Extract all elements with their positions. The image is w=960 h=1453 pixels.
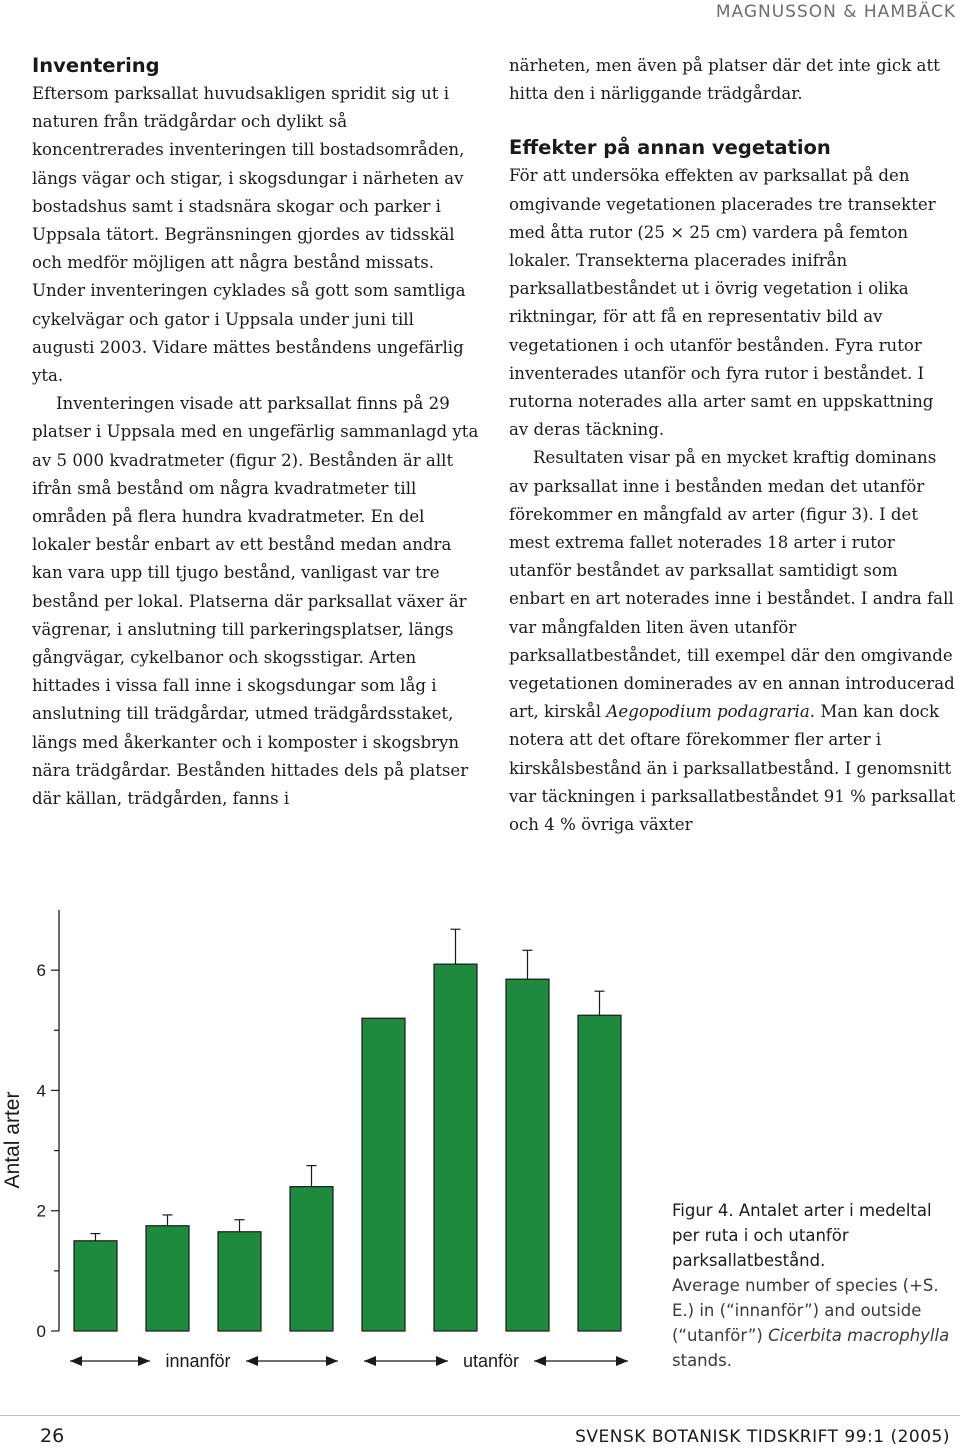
species-name: Cicerbita macrophylla (768, 1326, 950, 1345)
y-axis-label: Antal arter (1, 1091, 24, 1189)
figure-caption (672, 1198, 957, 1373)
arrow-utanfor-left-head-left (364, 1356, 376, 1366)
bar (146, 1226, 189, 1331)
group-label-utanfor: utanför (462, 1351, 520, 1371)
section-heading-inventering: Inventering (32, 54, 160, 77)
paragraph (509, 444, 957, 839)
bar (362, 1018, 405, 1331)
y-tick-label: 2 (36, 1201, 46, 1221)
arrow-innanfor-right-head-right (326, 1356, 338, 1366)
paragraph: närheten, men även på platser där det inte gick att hitta den i närliggande trädgårdar. (509, 56, 940, 104)
paragraph: Eftersom parksallat huvudsakligen spridit sig ut i naturen från trädgårdar och dylikt så koncentrerades inventeringen till bostadsområden, längs vägar och stigar, i skogsdungar i närheten av bostadshus samt i stadsnära skogar och parker i Uppsala tätort. Begränsningen gjordes av tidsskäl och medför möjligen att några bestånd missats. Under inventeringen cyklades så gott som samtliga cykelvägar och gator i Uppsala under juni till augusti 2003. Vidare mättes beståndens ungefärlig yta. (32, 84, 466, 386)
bar (290, 1187, 333, 1331)
arrow-utanfor-left-head-right (436, 1356, 448, 1366)
arrow-innanfor-right-head-left (246, 1356, 258, 1366)
running-header: MAGNUSSON & HAMBÄCK (715, 2, 956, 22)
arrow-utanfor-right-head-right (616, 1356, 628, 1366)
left-column (32, 52, 480, 813)
y-tick-label: 0 (36, 1322, 46, 1341)
y-tick-label: 6 (36, 961, 46, 981)
section-spacer (509, 108, 957, 134)
paragraph: Inventeringen visade att parksallat finns på 29 platser i Uppsala med en ungefärlig sammanlagd yta av 5 000 kvadratmeter (figur 2). Bestånden är allt ifrån små bestånd om några kvadratmeter till områden på flera hundra kvadratmeter. En del lokaler består enbart av ett bestånd medan andra kan vara upp till tjugo bestånd, vanligast var tre bestånd per lokal. Platserna där parksallat växer är vägrenar, i anslutning till parkeringsplatser, längs gångvägar, cykelbanor och skogsstigar. Arten hittades i vissa fall inne i skogsdungar som låg i anslutning till trädgårdar, utmed trädgårdsstaket, längs med åkerkanter och i komposter i skogsbryn nära trädgårdar. Bestånden hittades dels på platser där källan, trädgården, fanns i (32, 394, 479, 809)
paragraph: För att undersöka effekten av parksallat på den omgivande vegetationen placerades tre transekter med åtta rutor (25 × 25 cm) vardera på femton lokaler. Transekterna placerades inifrån parksallatbeståndet ut i övrig vegetation i olika riktningar, för att få en representativ bild av vegetationen i och utanför bestånden. Fyra rutor inventerades utanför och fyra rutor i beståndet. I rutorna noterades alla arter samt en uppskattning av deras täckning. (509, 166, 936, 440)
arrow-innanfor-left-head-left (70, 1356, 82, 1366)
bar (578, 1015, 621, 1331)
bar (218, 1232, 261, 1331)
arrow-utanfor-right-head-left (534, 1356, 546, 1366)
section-heading-effekter: Effekter på annan vegetation (509, 136, 831, 160)
bar (506, 979, 549, 1331)
bar (74, 1241, 117, 1331)
paragraph-text: Resultaten visar på en mycket kraftig dominans av parksallat inne i bestånden medan det utanför förekommer en mångfald av arter (figur 3). I det mest extrema fallet noterades 18 arter i rutor utanför beståndet av parksallat samtidigt som enbart en art noterades inne i beståndet. I andra fall var mångfalden liten även utanför parksallatbeståndet, till exempel där den omgivande vegetationen dominerades av en annan introducerad art, kirskål (509, 448, 955, 722)
caption-english (672, 1273, 957, 1373)
journal-name: SVENSK BOTANISK TIDSKRIFT 99:1 (2005) (575, 1427, 950, 1447)
caption-text: Average number of species (+S. E.) in (“innanför”) and outside (“utanför”) (672, 1276, 939, 1345)
group-label-innanfor: innanför (165, 1351, 231, 1371)
bar-chart (0, 900, 640, 1380)
caption-swedish: Figur 4. Antalet arter i medeltal per ruta i och utanför parksallatbestånd. (672, 1201, 932, 1270)
paragraph-text: . Man kan dock notera att det oftare förekommer fler arter i kirskålsbestånd än i parksallatbestånd. I genomsnitt var täckningen i parksallatbeståndet 91 % parksallat och 4 % övriga växter (509, 702, 956, 835)
y-tick-label: 4 (36, 1081, 46, 1101)
arrow-innanfor-left-head-right (138, 1356, 150, 1366)
species-name: Aegopodium podagraria (606, 702, 810, 722)
caption-text: stands. (672, 1351, 732, 1370)
footer-rule (0, 1415, 960, 1416)
page-number: 26 (40, 1425, 65, 1447)
bar (434, 964, 477, 1331)
right-column (509, 52, 957, 839)
